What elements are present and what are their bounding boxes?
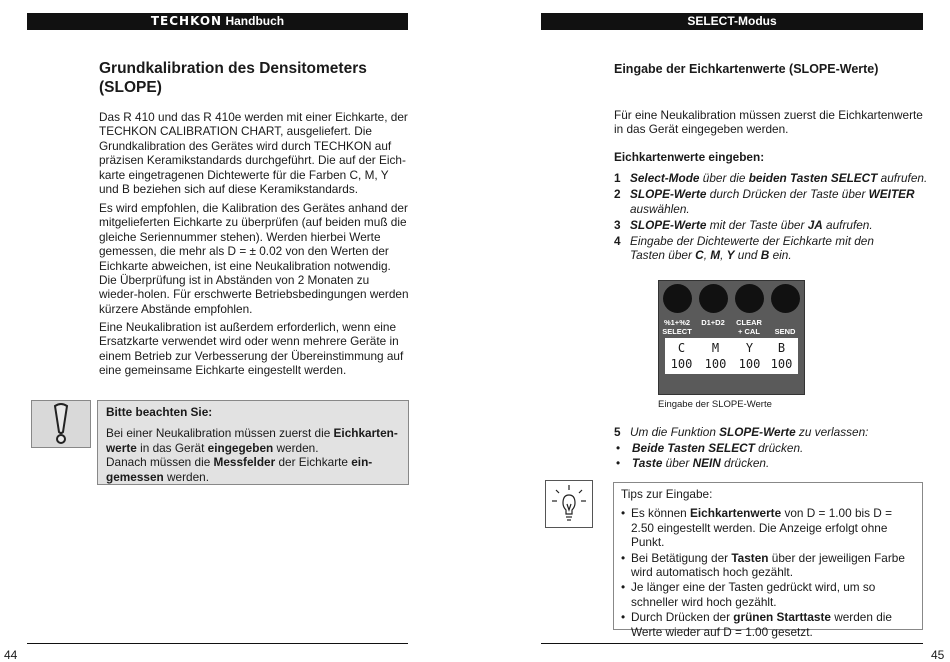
lcd-value-y: 100: [738, 357, 761, 371]
step-1: 1 Select-Mode über die beiden Tasten SELECT aufrufen.: [614, 171, 928, 185]
step-5-item-2: • Taste über NEIN drücken.: [614, 456, 934, 472]
device-button-3: [735, 284, 764, 313]
note-box: [97, 400, 409, 485]
device-display: [658, 280, 805, 395]
header-title: Handbuch: [225, 14, 285, 28]
step-2: 2 SLOPE-Werte durch Drücken der Taste über WEITER auswählen.: [614, 187, 915, 216]
step-4: 4 Eingabe der Dichtewerte der Eichkarte mit den Tasten über C, M, Y und B ein.: [614, 233, 874, 263]
device-label-send: SEND: [774, 327, 796, 336]
brand-logo: TECHKON: [150, 14, 223, 28]
footer-rule: [27, 643, 408, 644]
device-label-d1d2: D1+D2: [701, 318, 725, 327]
note-title: Bitte beachten Sie:: [106, 405, 213, 419]
tip-1: • Es können Eichkartenwerte von D = 1.00 bis D = 2.50 eingestellt werden. Die Anzeige erfolgt ohne Punkt.: [621, 506, 915, 549]
lcd-b: B: [777, 341, 786, 355]
lcd-screen: [665, 338, 798, 374]
left-page-header: [27, 13, 408, 30]
note-text: Bei einer Neukalibration müssen zuerst die Eichkarten-werte in das Gerät eingegeben werden. Danach müssen die Messfelder der Eichkarte ein-gemessen werden.: [106, 426, 398, 484]
intro-text: Für eine Neukalibration müssen zuerst die Eichkartenwerte in das Gerät eingegeben werden.: [614, 108, 923, 137]
device-label-select: %1+%2 SELECT: [662, 318, 692, 336]
tips-box: [613, 482, 923, 639]
lcd-value-b: 100: [770, 357, 793, 371]
footer-rule-right: [541, 643, 923, 644]
device-button-4: [771, 284, 800, 313]
tips-title: Tips zur Eingabe:: [621, 487, 713, 501]
paragraph-3: Eine Neukalibration ist außerdem erforderlich, wenn eine Ersatzkarte verwendet wird oder wenn mehrere Geräte in einem Betrieb zur Verbesserung der Übereinstimmung auf eine gemeinsame Eichkarte eingestellt werden.: [99, 320, 404, 378]
lcd-value-c: 100: [670, 357, 693, 371]
paragraph-2: Es wird empfohlen, die Kalibration des Gerätes anhand der mitgelieferten Eichkarte zu überprüfen (auf beiden muß die gleiche Seriennummer stehen). Werden hierbei Werte gemessen, die mehr als D = ± 0.02 von den Werten der Eichkarte abweichen, ist eine Neukalibration notwendig. Die Überprüfung ist in Abständen von 2 Monaten zu wieder-holen. Für erschwerte Betriebsbedingungen werden kürzere Abstände empfohlen.: [99, 201, 409, 316]
step-5: 5 Um die Funktion SLOPE-Werte zu verlassen: • Beide Tasten SELECT drücken. • Taste über NEIN drücken.: [614, 425, 934, 472]
page-heading: Grundkalibration des Densitometers (SLOPE): [99, 60, 367, 96]
lcd-c: C: [677, 341, 686, 355]
lcd-y: Y: [745, 341, 754, 355]
lightbulb-icon: [545, 480, 593, 528]
section-heading: Eingabe der Eichkartenwerte (SLOPE-Werte): [614, 62, 879, 76]
step-list: [614, 171, 934, 265]
figure-caption: Eingabe der SLOPE-Werte: [658, 399, 772, 410]
device-label-clear: CLEAR + CAL: [736, 318, 762, 336]
page-number-right: 45: [931, 648, 945, 662]
right-page-header: SELECT-Modus: [541, 13, 923, 30]
step-3: 3 SLOPE-Werte mit der Taste über JA aufrufen.: [614, 217, 873, 232]
step-5-item-1: • Beide Tasten SELECT drücken.: [614, 441, 934, 457]
tip-3: • Je länger eine der Tasten gedrückt wird, um so schneller wird hoch gezählt.: [621, 580, 915, 609]
tip-2: • Bei Betätigung der Tasten über der jeweiligen Farbe wird automatisch hoch gezählt.: [621, 551, 915, 580]
exclamation-icon: [31, 400, 91, 448]
tip-4: • Durch Drücken der grünen Starttaste werden die Werte wieder auf D = 1.00 gesetzt.: [621, 610, 915, 639]
device-button-1: [663, 284, 692, 313]
subheading: Eichkartenwerte eingeben:: [614, 150, 765, 164]
lcd-m: M: [711, 341, 720, 355]
device-button-2: [699, 284, 728, 313]
page-number-left: 44: [4, 648, 18, 662]
paragraph-1: Das R 410 und das R 410e werden mit einer Eichkarte, der TECHKON CALIBRATION CHART, ausgeliefert. Die Grundkalibration des Gerätes wird durch TECHKON auf präzisen Keramikstandards durchgeführt. Die auf der Eich-karte eingetragenen Dichtewerte für die Farben C, M, Y und B beziehen sich auf diese Keramikstandards.: [99, 110, 408, 197]
lcd-value-m: 100: [704, 357, 727, 371]
